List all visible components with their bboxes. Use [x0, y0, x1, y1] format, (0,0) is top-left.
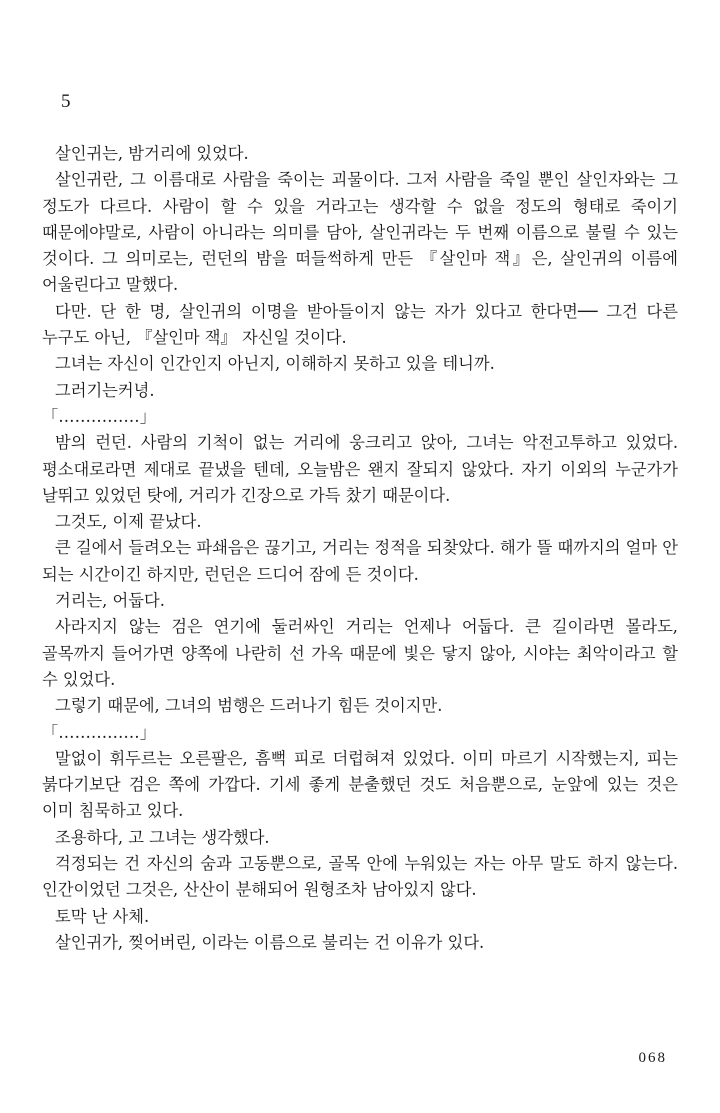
paragraph: 조용하다, 고 그녀는 생각했다.	[55, 827, 270, 847]
paragraph: 밤의 런던. 사람의 기척이 없는 거리에 웅크리고 앉아, 그녀는 악전고투하고 있었다. 평소대로라면 제대로 끝냈을 텐데, 오늘밤은 왠지 잘되지 않았다. 자기 이외의 누군가가 날뛰고 있었던 탓에, 거리가 긴장으로 가득 찼기 때문이다.	[42, 433, 678, 505]
paragraph: 그녀는 자신이 인간인지 아닌지, 이해하지 못하고 있을 테니까.	[55, 354, 495, 374]
paragraph: 사라지지 않는 검은 연기에 둘러싸인 거리는 언제나 어둡다. 큰 길이라면 몰라도, 골목까지 들어가면 양쪽에 나란히 선 가옥 때문에 빛은 닿지 않아, 시야는 최악이라고 할 수 있었다.	[42, 617, 678, 689]
paragraph: 살인귀란, 그 이름대로 사람을 죽이는 괴물이다. 그저 사람을 죽일 뿐인 살인자와는 그 정도가 다르다. 사람이 할 수 있을 거라고는 생각할 수 없을 정도의 형태로 죽이기 때문에야말로, 사람이 아니라는 의미를 담아, 살인귀라는 두 번째 이름으로 불릴 수 있는 것이다. 그 의미로는, 런던의 밤을 떠들썩하게 만든 『살인마 잭』은, 살인귀의 이름에 어울린다고 말했다.	[42, 170, 678, 295]
dialogue-line: 「……………」	[42, 406, 156, 426]
dialogue-line: 「……………」	[42, 722, 156, 742]
paragraph: 다만. 단 한 명, 살인귀의 이명을 받아들이지 않는 자가 있다고 한다면── 그건 다른 누구도 아닌, 『살인마 잭』 자신일 것이다.	[42, 301, 678, 348]
paragraph: 거리는, 어둡다.	[55, 591, 165, 611]
paragraph: 말없이 휘두르는 오른팔은, 흠뻑 피로 더럽혀져 있었다. 이미 마르기 시작했는지, 피는 붉다기보단 검은 쪽에 가깝다. 기세 좋게 분출했던 것도 처음뿐으로, 눈앞에 있는 것은 이미 침묵하고 있다.	[42, 748, 678, 821]
paragraph: 토막 난 사체.	[55, 906, 150, 926]
page-number: 068	[638, 1050, 667, 1066]
paragraph: 그러기는커녕.	[55, 380, 155, 400]
paragraph: 그것도, 이제 끝났다.	[55, 512, 202, 532]
paragraph: 그렇기 때문에, 그녀의 범행은 드러나기 힘든 것이지만.	[55, 696, 443, 716]
paragraph: 살인귀는, 밤거리에 있었다.	[55, 144, 249, 163]
chapter-number: 5	[61, 91, 71, 112]
paragraph: 걱정되는 건 자신의 숨과 고동뿐으로, 골목 안에 누워있는 자는 아무 말도 하지 않는다. 인간이었던 그것은, 산산이 분해되어 원형조차 남아있지 않다.	[42, 854, 678, 900]
paragraph: 살인귀가, 찢어버린, 이라는 이름으로 불리는 건 이유가 있다.	[55, 932, 485, 952]
body-text	[42, 141, 678, 956]
paragraph: 큰 길에서 들려오는 파쇄음은 끊기고, 거리는 정적을 되찾았다. 해가 뜰 때까지의 얼마 안 되는 시간이긴 하지만, 런던은 드디어 잠에 든 것이다.	[42, 538, 678, 584]
